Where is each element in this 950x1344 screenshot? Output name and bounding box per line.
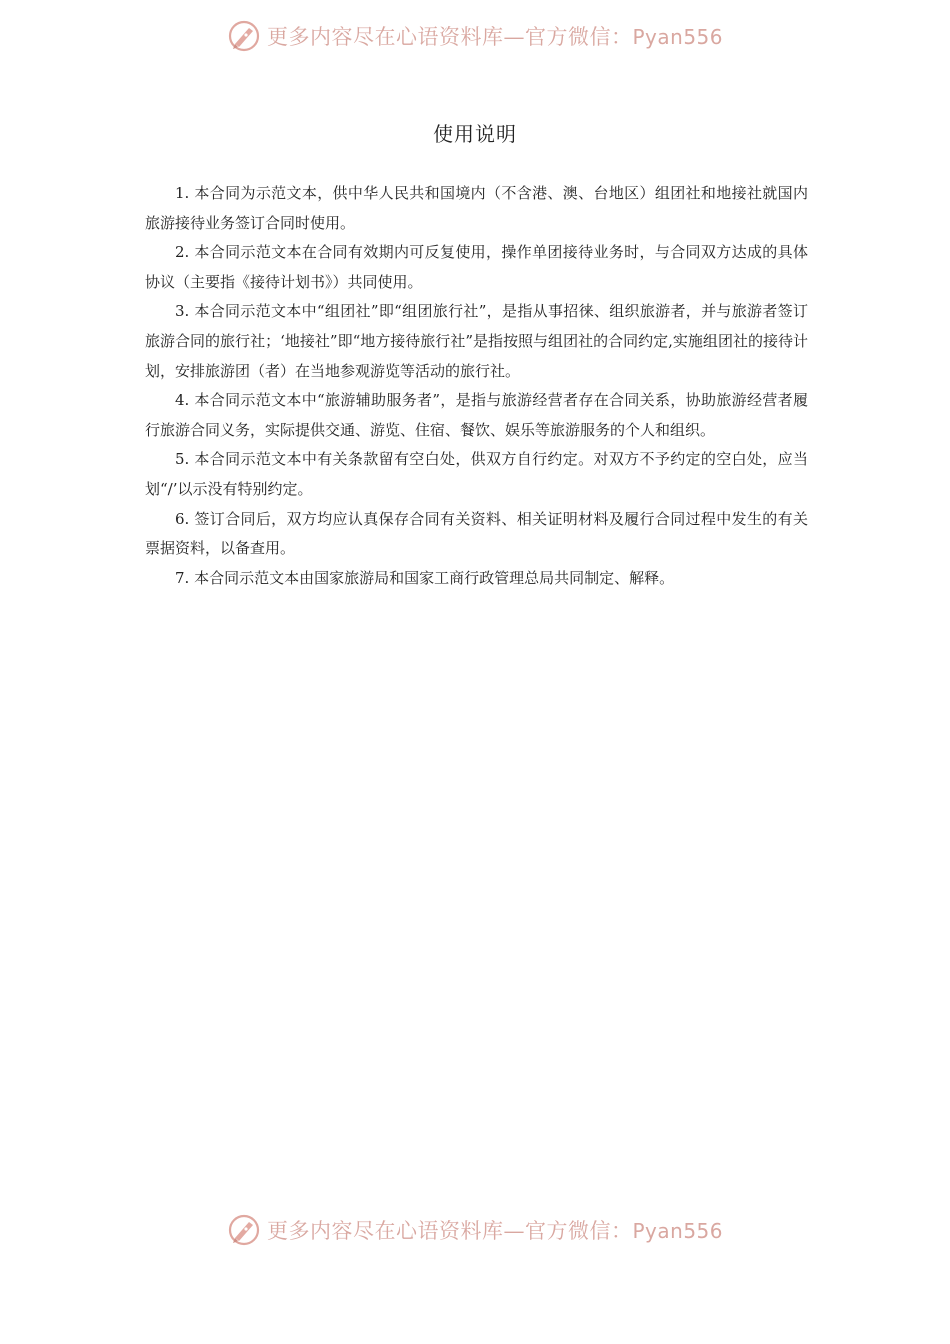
paragraph-1: 1. 本合同为示范文本，供中华人民共和国境内（不含港、澳、台地区）组团社和地接社就国内旅游接待业务签订合同时使用。 — [145, 184, 808, 232]
watermark-banner-top — [0, 14, 950, 58]
paragraph-4: 4. 本合同示范文本中“旅游辅助服务者”，是指与旅游经营者存在合同关系，协助旅游经营者履行旅游合同义务，实际提供交通、游览、住宿、餐饮、娱乐等旅游服务的个人和组织。 — [145, 391, 808, 439]
watermark-banner-bottom — [0, 1208, 950, 1252]
document-body — [145, 179, 808, 593]
page-title: 使用说明 — [433, 122, 517, 146]
pen-nib-circle-icon — [227, 19, 261, 53]
pen-nib-circle-icon — [227, 1213, 261, 1247]
paragraph-7: 7. 本合同示范文本由国家旅游局和国家工商行政管理总局共同制定、解释。 — [175, 568, 675, 587]
watermark-text: 更多内容尽在心语资料库—官方微信：Pyan556 — [266, 1219, 723, 1243]
paragraph-6: 6. 签订合同后，双方均应认真保存合同有关资料、相关证明材料及履行合同过程中发生的有关票据资料，以备查用。 — [145, 509, 808, 558]
paragraph-5: 5. 本合同示范文本中有关条款留有空白处，供双方自行约定。对双方不予约定的空白处，应当划“/’以示没有特别约定。 — [145, 450, 808, 498]
paragraph-2: 2. 本合同示范文本在合同有效期内可反复使用，操作单团接待业务时，与合同双方达成的具体协议（主要指《接待计划书》）共同使用。 — [145, 243, 808, 291]
watermark-text: 更多内容尽在心语资料库—官方微信：Pyan556 — [266, 25, 723, 49]
paragraph-3: 3. 本合同示范文本中“组团社”即“组团旅行社”，是指从事招徕、组织旅游者，并与旅游者签订旅游合同的旅行社；‘地接社”即“地方接待旅行社”是指按照与组团社的合同约定,实施组团社的接待计划，安排旅游团（者）在当地参观游览等活动的旅行社。 — [145, 302, 808, 380]
